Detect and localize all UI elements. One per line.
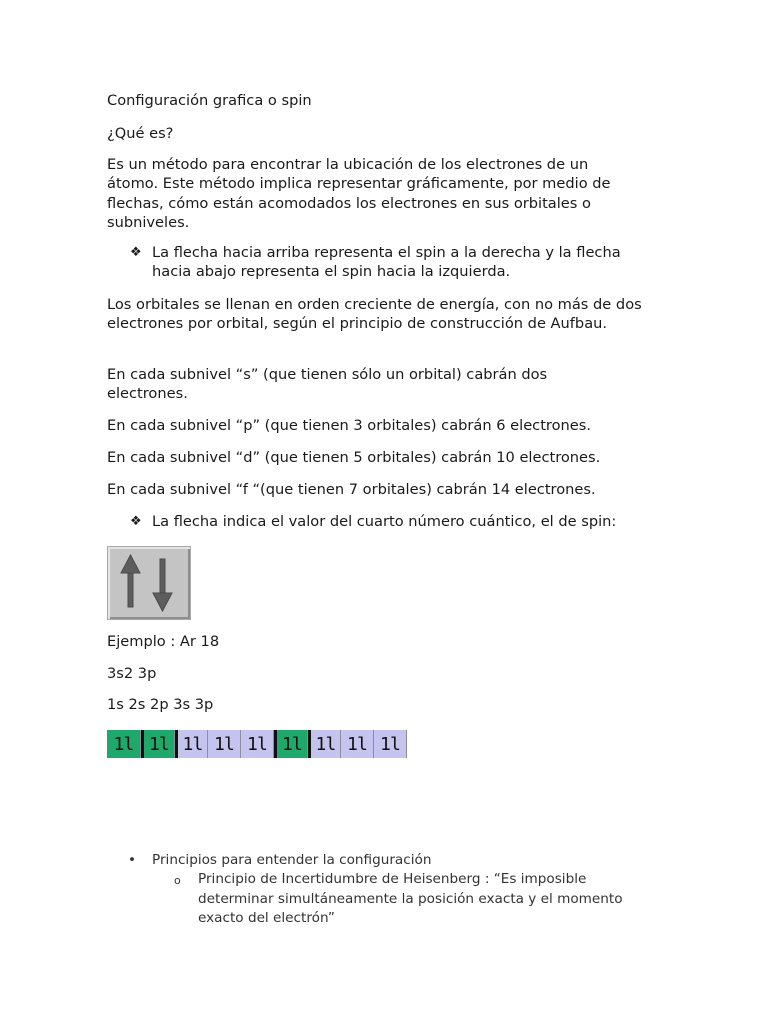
spin-up-arrow-icon: 1	[149, 733, 160, 755]
diamond-bullet-icon: ❖	[130, 514, 142, 529]
spin-up-arrow-icon: 1	[347, 733, 358, 755]
config-short: 3s2 3p	[107, 665, 157, 682]
spin-up-arrow-icon: 1	[113, 733, 125, 755]
orbital-box-3p	[341, 730, 374, 758]
diamond-bullet-icon: ❖	[130, 245, 142, 260]
spin-down-arrow-icon: l	[224, 733, 235, 755]
config-full: 1s 2s 2p 3s 3p	[107, 696, 214, 713]
question-heading: ¿Qué es?	[107, 125, 174, 142]
orbital-box-2p	[208, 730, 241, 758]
list-item-heisenberg: Principio de Incertidumbre de Heisenberg : “Es imposible determinar simultáneamente la posición exacta y el momento exacto del electrón”	[198, 871, 623, 927]
spin-up-arrow-icon: 1	[380, 733, 391, 755]
spin-up-arrow-icon: 1	[282, 733, 293, 755]
spin-up-arrow-icon: 1	[214, 733, 225, 755]
spin-up-arrow-icon: 1	[315, 733, 327, 755]
subshell-f-paragraph: En cada subnivel “f “(que tienen 7 orbitales) cabrán 14 electrones.	[107, 481, 596, 498]
orbital-box-3s	[274, 730, 308, 758]
list-item-principles: Principios para entender la configuración	[152, 852, 432, 868]
spin-down-arrow-icon: l	[325, 733, 337, 755]
subshell-p-paragraph: En cada subnivel “p” (que tienen 3 orbitales) cabrán 6 electrones.	[107, 417, 591, 434]
orbital-box-2p	[241, 730, 274, 758]
orbital-box-2p	[175, 730, 208, 758]
spin-down-arrow-icon: l	[390, 733, 401, 755]
spin-down-arrow-icon: l	[159, 733, 170, 755]
definition-paragraph: Es un método para encontrar la ubicación de los electrones de un átomo. Este método implica representar gráficamente, por medio de flechas, cómo están acomodados los electrones en sus orbitales o subniveles.	[107, 156, 611, 232]
subshell-s-paragraph: En cada subnivel “s” (que tienen sólo un orbital) cabrán dos electrones.	[107, 366, 548, 403]
aufbau-paragraph: Los orbitales se llenan en orden creciente de energía, con no más de dos electrones por orbital, según el principio de construcción de Aufbau.	[107, 296, 642, 333]
example-label: Ejemplo : Ar 18	[107, 633, 220, 650]
orbital-box-3p	[374, 730, 407, 758]
list-bullet-icon: •	[128, 852, 137, 868]
spin-down-arrow-icon: l	[292, 733, 303, 755]
orbital-box-1s	[107, 730, 141, 758]
document-title: Configuración grafica o spin	[107, 92, 312, 109]
orbital-diagram	[107, 730, 407, 758]
up-down-arrows-icon	[108, 547, 190, 619]
spin-arrows-image	[107, 546, 191, 620]
orbital-box-3p	[308, 730, 341, 758]
spin-up-arrow-icon: 1	[182, 733, 194, 755]
sublist-marker-icon: o	[174, 874, 181, 887]
bullet-text: La flecha hacia arriba representa el spin a la derecha y la flecha hacia abajo representa el spin hacia la izquierda.	[152, 244, 621, 281]
spin-down-arrow-icon: l	[257, 733, 268, 755]
bullet-text: La flecha indica el valor del cuarto número cuántico, el de spin:	[152, 513, 617, 530]
spin-down-arrow-icon: l	[123, 733, 135, 755]
orbital-box-2s	[141, 730, 175, 758]
spin-down-arrow-icon: l	[357, 733, 368, 755]
spin-up-arrow-icon: 1	[247, 733, 258, 755]
spin-down-arrow-icon: l	[192, 733, 204, 755]
subshell-d-paragraph: En cada subnivel “d” (que tienen 5 orbitales) cabrán 10 electrones.	[107, 449, 601, 466]
